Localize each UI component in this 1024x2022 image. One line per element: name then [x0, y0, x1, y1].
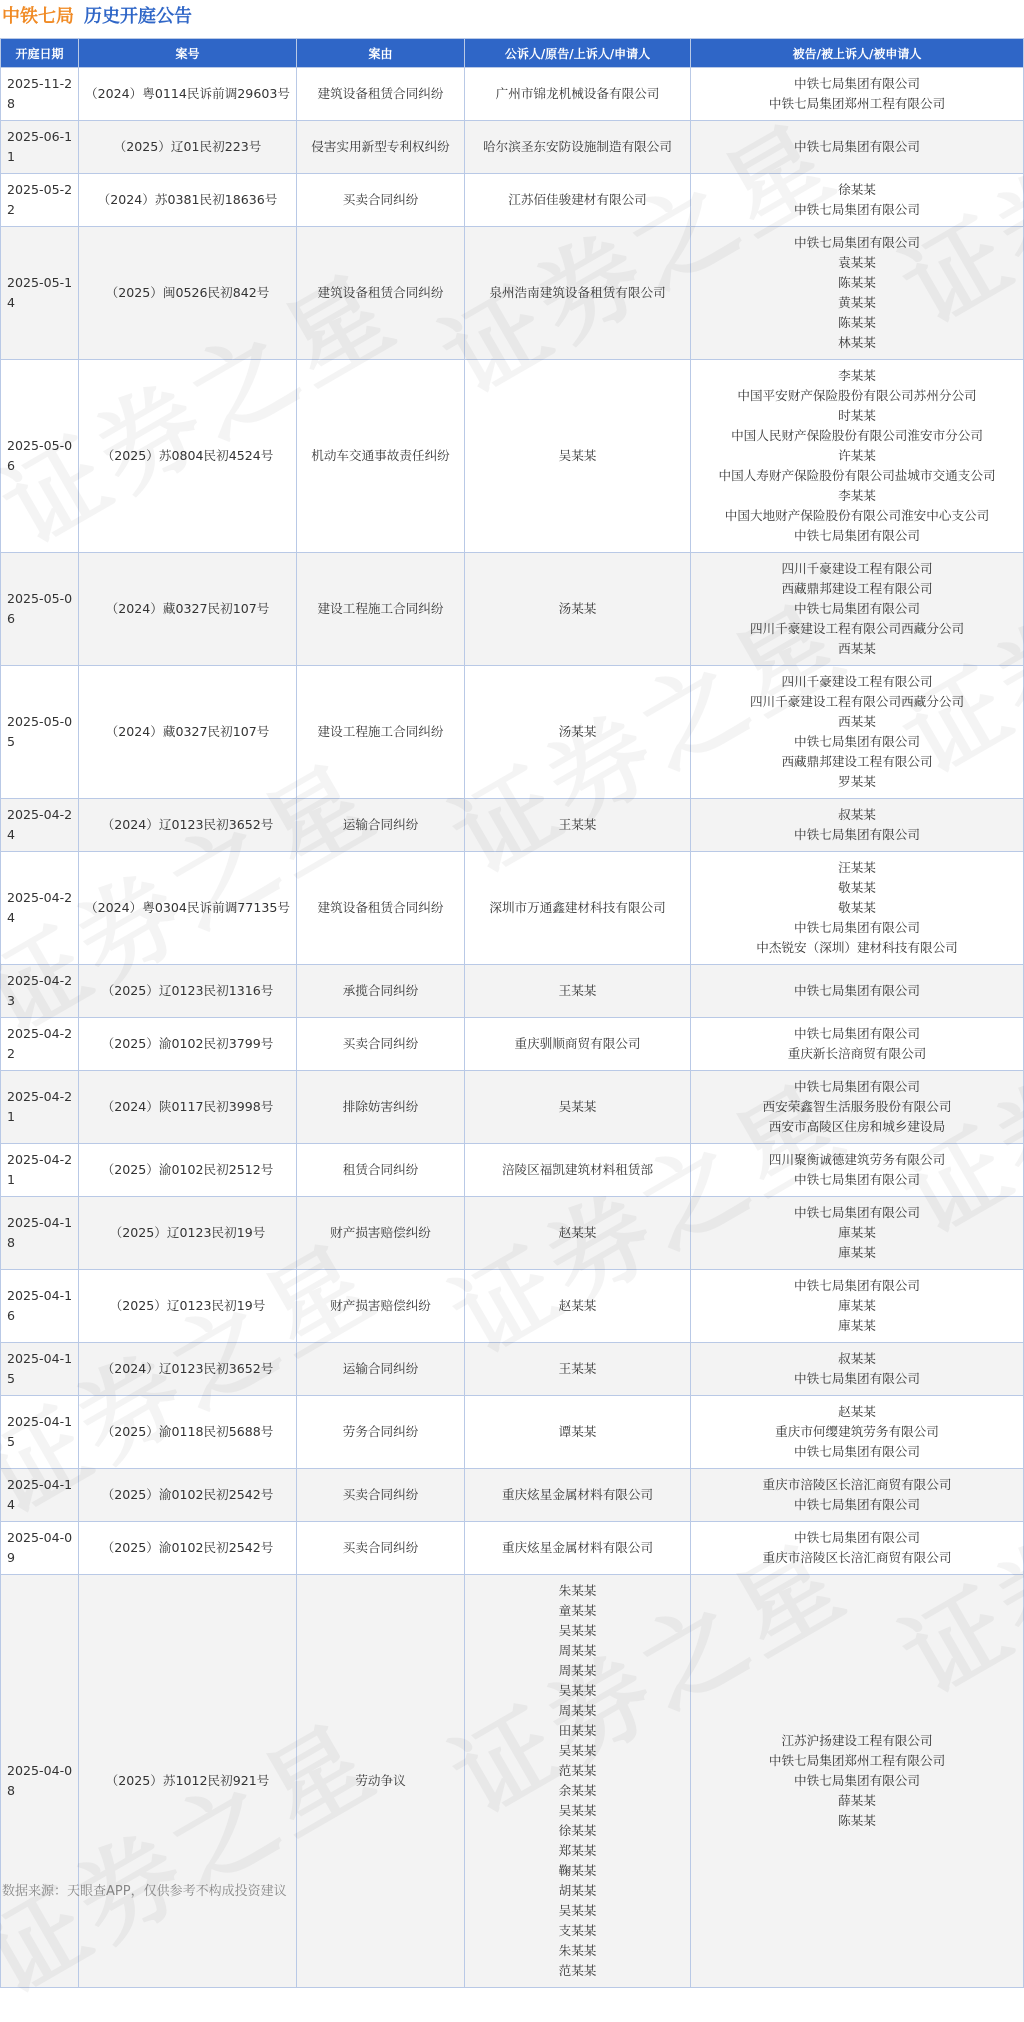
hearing-date: 2025-05-06	[1, 553, 79, 666]
case-cause: 机动车交通事故责任纠纷	[297, 360, 465, 553]
case-number: （2025）渝0102民初2542号	[79, 1469, 297, 1522]
defendant-name: 中铁七局集团有限公司	[794, 528, 920, 543]
defendant-name: 中铁七局集团有限公司	[794, 1371, 920, 1386]
plaintiff-name: 王某某	[558, 1361, 597, 1376]
table-row	[1, 174, 1024, 227]
defendant-name: 中国人民财产保险股份有限公司淮安市分公司	[731, 428, 983, 443]
case-cause: 买卖合同纠纷	[297, 1522, 465, 1575]
hearing-date: 2025-04-08	[1, 1575, 79, 1988]
case-number: （2025）渝0102民初2512号	[79, 1144, 297, 1197]
plaintiff-name: 重庆炫星金属材料有限公司	[501, 1487, 654, 1502]
defendant-name: 叔某某	[838, 807, 876, 822]
col-header-date: 开庭日期	[1, 39, 79, 68]
case-cause: 买卖合同纠纷	[297, 1018, 465, 1071]
case-number: （2025）辽01民初223号	[79, 121, 297, 174]
plaintiff-name: 赵某某	[558, 1225, 597, 1240]
hearing-date: 2025-05-06	[1, 360, 79, 553]
defendant-name: 中铁七局集团郑州工程有限公司	[768, 96, 946, 111]
defendant-name: 袁某某	[838, 255, 876, 270]
table-row	[1, 666, 1024, 799]
case-number: （2025）辽0123民初19号	[79, 1197, 297, 1270]
case-cause: 劳务合同纠纷	[297, 1396, 465, 1469]
defendant-name: 庫某某	[838, 1225, 876, 1240]
defendant-name: 林某某	[838, 335, 876, 350]
case-number: （2025）苏0804民初4524号	[79, 360, 297, 553]
defendant-name: 中铁七局集团有限公司	[794, 139, 920, 154]
defendant-name: 李某某	[838, 488, 876, 503]
plaintiff-name: 支某某	[558, 1923, 597, 1938]
plaintiff-name: 吴某某	[558, 1903, 597, 1918]
plaintiff-name: 涪陵区福凯建筑材料租赁部	[501, 1162, 654, 1177]
plaintiff-name: 哈尔滨圣东安防设施制造有限公司	[483, 139, 672, 154]
case-number: （2024）辽0123民初3652号	[79, 1343, 297, 1396]
table-row	[1, 1197, 1024, 1270]
hearing-date: 2025-04-15	[1, 1343, 79, 1396]
hearing-date: 2025-05-14	[1, 227, 79, 360]
plaintiff-name: 周某某	[558, 1703, 597, 1718]
defendant-name: 重庆市涪陵区长涪汇商贸有限公司	[762, 1550, 952, 1565]
table-row	[1, 799, 1024, 852]
plaintiff-name: 泉州浩南建筑设备租赁有限公司	[489, 285, 666, 300]
defendant-name: 中铁七局集团有限公司	[794, 601, 920, 616]
plaintiff-cell	[465, 1343, 691, 1396]
defendant-name: 中铁七局集团有限公司	[794, 1205, 920, 1220]
table-row	[1, 965, 1024, 1018]
defendant-cell	[691, 68, 1024, 121]
case-cause: 建设工程施工合同纠纷	[297, 553, 465, 666]
defendant-name: 中铁七局集团有限公司	[794, 202, 920, 217]
defendant-name: 陈某某	[838, 275, 876, 290]
case-number: （2025）渝0102民初3799号	[79, 1018, 297, 1071]
defendant-name: 徐某某	[838, 182, 876, 197]
col-header-cause: 案由	[297, 39, 465, 68]
plaintiff-cell	[465, 1197, 691, 1270]
plaintiff-name: 徐某某	[558, 1823, 597, 1838]
defendant-name: 李某某	[838, 368, 876, 383]
hearing-date: 2025-04-21	[1, 1144, 79, 1197]
case-number: （2025）苏1012民初921号	[79, 1575, 297, 1988]
defendant-name: 中铁七局集团郑州工程有限公司	[768, 1753, 946, 1768]
hearing-date: 2025-04-16	[1, 1270, 79, 1343]
table-row	[1, 1575, 1024, 1988]
defendant-name: 西安荣鑫智生活服务股份有限公司	[762, 1099, 952, 1114]
defendant-name: 重庆新长涪商贸有限公司	[787, 1046, 927, 1061]
table-row	[1, 360, 1024, 553]
plaintiff-name: 江苏佰佳骏建材有限公司	[508, 192, 647, 207]
defendant-name: 中铁七局集团有限公司	[794, 1079, 920, 1094]
plaintiff-cell	[465, 1270, 691, 1343]
defendant-name: 四川千豪建设工程有限公司	[781, 674, 933, 689]
hearing-date: 2025-04-09	[1, 1522, 79, 1575]
plaintiff-name: 鞠某某	[558, 1863, 597, 1878]
hearing-date: 2025-05-05	[1, 666, 79, 799]
table-row	[1, 1522, 1024, 1575]
case-number: （2025）辽0123民初19号	[79, 1270, 297, 1343]
case-cause: 建筑设备租赁合同纠纷	[297, 68, 465, 121]
defendant-name: 敬某某	[838, 900, 876, 915]
footer-source: 数据来源：天眼查APP，仅供参考不构成投资建议	[2, 1884, 287, 1899]
plaintiff-cell	[465, 965, 691, 1018]
table-row	[1, 1018, 1024, 1071]
defendant-name: 中铁七局集团有限公司	[794, 1444, 920, 1459]
hearing-date: 2025-06-11	[1, 121, 79, 174]
case-number: （2024）藏0327民初107号	[79, 553, 297, 666]
plaintiff-cell	[465, 799, 691, 852]
defendant-name: 时某某	[838, 408, 876, 423]
defendant-name: 许某某	[838, 448, 876, 463]
hearing-date: 2025-04-23	[1, 965, 79, 1018]
case-number: （2025）渝0118民初5688号	[79, 1396, 297, 1469]
defendant-cell	[691, 1071, 1024, 1144]
plaintiff-cell	[465, 227, 691, 360]
case-number: （2024）陕0117民初3998号	[79, 1071, 297, 1144]
plaintiff-name: 周某某	[558, 1643, 597, 1658]
plaintiff-name: 吴某某	[558, 1683, 597, 1698]
plaintiff-name: 谭某某	[558, 1424, 597, 1439]
plaintiff-name: 范某某	[558, 1963, 597, 1978]
defendant-cell	[691, 1270, 1024, 1343]
defendant-name: 敬某某	[838, 880, 876, 895]
defendant-name: 中铁七局集团有限公司	[794, 235, 920, 250]
table-row	[1, 553, 1024, 666]
defendant-name: 四川千豪建设工程有限公司西藏分公司	[749, 621, 965, 636]
plaintiff-cell	[465, 1144, 691, 1197]
defendant-name: 中铁七局集团有限公司	[794, 1026, 920, 1041]
defendant-cell	[691, 121, 1024, 174]
plaintiff-name: 朱某某	[558, 1583, 597, 1598]
defendant-cell	[691, 965, 1024, 1018]
defendant-name: 四川聚衡诚德建筑劳务有限公司	[768, 1152, 946, 1167]
defendant-name: 西某某	[838, 641, 876, 656]
hearing-date: 2025-04-21	[1, 1071, 79, 1144]
case-cause: 承揽合同纠纷	[297, 965, 465, 1018]
plaintiff-name: 汤某某	[558, 601, 597, 616]
case-cause: 劳动争议	[297, 1575, 465, 1988]
case-cause: 排除妨害纠纷	[297, 1071, 465, 1144]
defendant-cell	[691, 799, 1024, 852]
plaintiff-cell	[465, 1018, 691, 1071]
defendant-cell	[691, 1469, 1024, 1522]
defendant-cell	[691, 1197, 1024, 1270]
defendant-cell	[691, 1018, 1024, 1071]
table-row	[1, 227, 1024, 360]
defendant-name: 薛某某	[838, 1793, 876, 1808]
table-row	[1, 68, 1024, 121]
plaintiff-name: 童某某	[558, 1603, 597, 1618]
case-number: （2024）粤0304民诉前调77135号	[79, 852, 297, 965]
hearing-date: 2025-04-24	[1, 852, 79, 965]
case-number: （2024）粤0114民诉前调29603号	[79, 68, 297, 121]
plaintiff-cell	[465, 666, 691, 799]
defendant-name: 四川千豪建设工程有限公司	[781, 561, 933, 576]
defendant-name: 中铁七局集团有限公司	[794, 76, 920, 91]
case-cause: 运输合同纠纷	[297, 799, 465, 852]
defendant-name: 中铁七局集团有限公司	[794, 827, 920, 842]
plaintiff-name: 胡某某	[558, 1883, 597, 1898]
hearing-date: 2025-04-18	[1, 1197, 79, 1270]
hearing-date: 2025-05-22	[1, 174, 79, 227]
plaintiff-name: 重庆驯顺商贸有限公司	[514, 1036, 641, 1051]
defendant-name: 重庆市涪陵区长涪汇商贸有限公司	[762, 1477, 952, 1492]
defendant-cell	[691, 1396, 1024, 1469]
table-row	[1, 1071, 1024, 1144]
plaintiff-cell	[465, 553, 691, 666]
defendant-cell	[691, 1522, 1024, 1575]
case-cause: 侵害实用新型专利权纠纷	[297, 121, 465, 174]
case-cause: 建筑设备租赁合同纠纷	[297, 227, 465, 360]
case-cause: 建筑设备租赁合同纠纷	[297, 852, 465, 965]
defendant-name: 中国人寿财产保险股份有限公司盐城市交通支公司	[718, 468, 996, 483]
table-header-row	[1, 39, 1024, 68]
plaintiff-name: 吴某某	[558, 1099, 597, 1114]
plaintiff-cell	[465, 1071, 691, 1144]
case-cause: 租赁合同纠纷	[297, 1144, 465, 1197]
table-row	[1, 1469, 1024, 1522]
defendant-cell	[691, 360, 1024, 553]
defendant-cell	[691, 1575, 1024, 1988]
case-number: （2025）闽0526民初842号	[79, 227, 297, 360]
case-number: （2024）藏0327民初107号	[79, 666, 297, 799]
table-row	[1, 1144, 1024, 1197]
plaintiff-name: 田某某	[558, 1723, 597, 1738]
hearing-date: 2025-04-22	[1, 1018, 79, 1071]
page-title: 历史开庭公告	[84, 6, 192, 27]
defendant-name: 中铁七局集团有限公司	[794, 734, 920, 749]
case-number: （2025）渝0102民初2542号	[79, 1522, 297, 1575]
defendant-name: 汪某某	[838, 860, 876, 875]
case-cause: 财产损害赔偿纠纷	[297, 1270, 465, 1343]
defendant-cell	[691, 666, 1024, 799]
plaintiff-cell	[465, 68, 691, 121]
hearing-date: 2025-11-28	[1, 68, 79, 121]
defendant-name: 赵某某	[838, 1404, 876, 1419]
page-header	[0, 0, 192, 30]
case-number: （2025）辽0123民初1316号	[79, 965, 297, 1018]
plaintiff-name: 吴某某	[558, 1743, 597, 1758]
hearing-date: 2025-04-14	[1, 1469, 79, 1522]
defendant-cell	[691, 553, 1024, 666]
defendant-name: 庫某某	[838, 1298, 876, 1313]
plaintiff-name: 广州市锦龙机械设备有限公司	[495, 86, 660, 101]
plaintiff-name: 赵某某	[558, 1298, 597, 1313]
table-row	[1, 1396, 1024, 1469]
defendant-name: 中国平安财产保险股份有限公司苏州分公司	[737, 388, 977, 403]
defendant-cell	[691, 1144, 1024, 1197]
col-header-plaintiff: 公诉人/原告/上诉人/申请人	[465, 39, 691, 68]
hearing-date: 2025-04-24	[1, 799, 79, 852]
plaintiff-name: 吴某某	[558, 1803, 597, 1818]
plaintiff-name: 王某某	[558, 983, 597, 998]
defendant-name: 江苏沪扬建设工程有限公司	[781, 1733, 933, 1748]
defendant-name: 西藏鼎邦建设工程有限公司	[781, 754, 933, 769]
plaintiff-name: 深圳市万通鑫建材科技有限公司	[489, 900, 666, 915]
plaintiff-cell	[465, 1396, 691, 1469]
plaintiff-name: 王某某	[558, 817, 597, 832]
table-row	[1, 1270, 1024, 1343]
defendant-cell	[691, 174, 1024, 227]
defendant-name: 西某某	[838, 714, 876, 729]
plaintiff-cell	[465, 1469, 691, 1522]
plaintiff-name: 郑某某	[558, 1843, 597, 1858]
plaintiff-cell	[465, 174, 691, 227]
defendant-name: 黄某某	[838, 295, 876, 310]
plaintiff-name: 周某某	[558, 1663, 597, 1678]
plaintiff-name: 吴某某	[558, 448, 597, 463]
defendant-name: 庫某某	[838, 1245, 876, 1260]
defendant-name: 庫某某	[838, 1318, 876, 1333]
plaintiff-name: 汤某某	[558, 724, 597, 739]
case-cause: 财产损害赔偿纠纷	[297, 1197, 465, 1270]
defendant-name: 叔某某	[838, 1351, 876, 1366]
defendant-name: 四川千豪建设工程有限公司西藏分公司	[749, 694, 965, 709]
defendant-name: 陈某某	[838, 315, 876, 330]
defendant-name: 西藏鼎邦建设工程有限公司	[781, 581, 933, 596]
case-cause: 运输合同纠纷	[297, 1343, 465, 1396]
defendant-name: 中铁七局集团有限公司	[794, 1172, 920, 1187]
defendant-name: 中国大地财产保险股份有限公司淮安中心支公司	[724, 508, 990, 523]
defendant-cell	[691, 852, 1024, 965]
plaintiff-cell	[465, 852, 691, 965]
company-name: 中铁七局	[2, 6, 74, 27]
plaintiff-cell	[465, 1575, 691, 1988]
col-header-defendant: 被告/被上诉人/被申请人	[691, 39, 1024, 68]
table-row	[1, 852, 1024, 965]
defendant-name: 中铁七局集团有限公司	[794, 1278, 920, 1293]
plaintiff-cell	[465, 1522, 691, 1575]
plaintiff-cell	[465, 121, 691, 174]
plaintiff-cell	[465, 360, 691, 553]
case-number: （2024）辽0123民初3652号	[79, 799, 297, 852]
case-number: （2024）苏0381民初18636号	[79, 174, 297, 227]
defendant-name: 中杰锐安（深圳）建材科技有限公司	[756, 940, 958, 955]
hearing-table	[0, 38, 1024, 1988]
plaintiff-name: 朱某某	[558, 1943, 597, 1958]
defendant-name: 中铁七局集团有限公司	[794, 1773, 920, 1788]
hearing-date: 2025-04-15	[1, 1396, 79, 1469]
defendant-cell	[691, 227, 1024, 360]
table-body	[1, 68, 1024, 1988]
defendant-name: 重庆市何缨建筑劳务有限公司	[775, 1424, 939, 1439]
defendant-name: 陈某某	[838, 1813, 876, 1828]
case-cause: 买卖合同纠纷	[297, 1469, 465, 1522]
case-cause: 买卖合同纠纷	[297, 174, 465, 227]
defendant-name: 中铁七局集团有限公司	[794, 983, 920, 998]
col-header-case-no: 案号	[79, 39, 297, 68]
defendant-name: 中铁七局集团有限公司	[794, 1497, 920, 1512]
plaintiff-name: 余某某	[558, 1783, 597, 1798]
plaintiff-name: 范某某	[558, 1763, 597, 1778]
defendant-name: 西安市高陵区住房和城乡建设局	[768, 1119, 946, 1134]
defendant-name: 中铁七局集团有限公司	[794, 920, 920, 935]
defendant-cell	[691, 1343, 1024, 1396]
table-row	[1, 121, 1024, 174]
defendant-name: 中铁七局集团有限公司	[794, 1530, 920, 1545]
defendant-name: 罗某某	[838, 774, 876, 789]
plaintiff-name: 重庆炫星金属材料有限公司	[501, 1540, 654, 1555]
case-cause: 建设工程施工合同纠纷	[297, 666, 465, 799]
plaintiff-name: 吴某某	[558, 1623, 597, 1638]
table-row	[1, 1343, 1024, 1396]
